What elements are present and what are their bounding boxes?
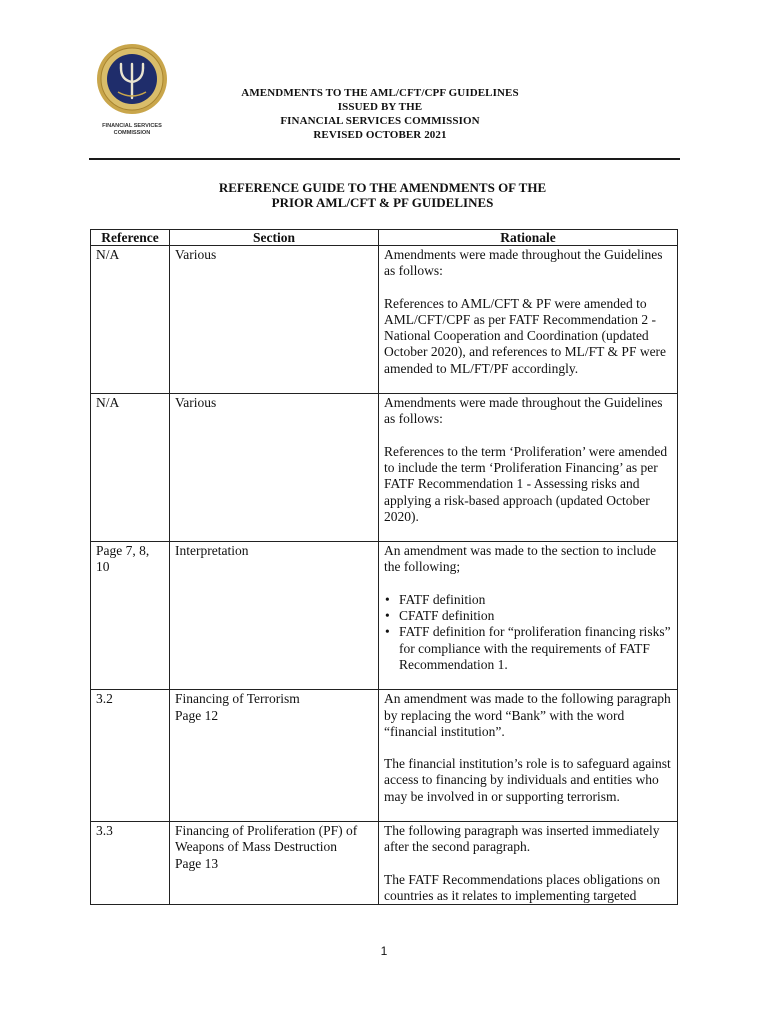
reference-cell: 3.2 [91,690,170,822]
reference-cell: N/A [91,394,170,542]
page-number: 1 [380,944,388,958]
header-title: AMENDMENTS TO THE AML/CFT/CPF GUIDELINES [241,87,519,99]
rationale-paragraph: An amendment was made to the following paragraph by replacing the word “Bank” with the word “financial institution”. [384,691,671,739]
section-page: Page 12 [175,707,219,723]
table-header-row [91,230,678,246]
section-text: Interpretation [175,543,249,559]
section-cell [170,542,379,690]
reference-cell: 3.3 [91,822,170,905]
header-revision-date: REVISED OCTOBER 2021 [313,129,447,141]
table-row [91,246,678,394]
reference-cell: N/A [91,246,170,394]
subtitle-line-1: REFERENCE GUIDE TO THE AMENDMENTS OF THE [218,180,547,195]
header-divider [89,158,680,160]
rationale-paragraph: The following paragraph was inserted immediately after the second paragraph. [384,823,660,855]
rationale-cell [379,690,678,822]
column-header-section: Section [170,230,379,246]
rationale-cell [379,542,678,690]
reference-cell: Page 7, 8, 10 [91,542,170,690]
section-text: Various [175,247,217,262]
table-row [91,394,678,542]
rationale-cell [379,822,678,905]
section-cell [170,246,379,394]
logo-caption-line1: FINANCIAL SERVICES [102,123,162,129]
column-header-rationale: Rationale [379,230,678,246]
rationale-paragraph: Amendments were made throughout the Guidelines as follows: [384,247,663,279]
document-subtitle [90,180,675,210]
definitions-list [384,592,672,673]
section-text: Financing of Proliferation (PF) of Weapons of Mass Destruction [175,823,358,855]
rationale-paragraph: An amendment was made to the section to include the following; [384,543,657,575]
subtitle-line-2: PRIOR AML/CFT & PF GUIDELINES [271,195,494,210]
rationale-paragraph: The FATF Recommendations places obligations on countries as it relates to implementing targeted [384,871,661,903]
list-item: • FATF definition for “proliferation financing risks” for compliance with the requirements of FATF Recommendation 1. [384,624,672,673]
section-cell [170,822,379,905]
column-header-reference: Reference [91,230,170,246]
section-cell [170,394,379,542]
list-item: • CFATF definition [384,608,672,624]
table-row [91,822,678,905]
rationale-paragraph: References to AML/CFT & PF were amended to AML/CFT/CPF as per FATF Recommendation 2 - National Cooperation and Coordination (updated October 2020), and references to ML/FT & PF were amended to ML/FT/PF accordingly. [384,295,667,376]
logo-caption-line2: COMMISSION [113,130,151,136]
rationale-cell [379,394,678,542]
document-header [90,86,670,142]
header-issued-by: ISSUED BY THE [337,101,423,113]
table-row [91,690,678,822]
section-text: Various [175,395,217,411]
list-item: • FATF definition [384,592,672,608]
rationale-paragraph: Amendments were made throughout the Guidelines as follows: [384,395,663,427]
section-page: Page 13 [175,855,219,871]
amendments-table [90,229,678,905]
section-text: Financing of Terrorism [175,691,300,707]
rationale-cell [379,246,678,394]
table-row [91,542,678,690]
rationale-paragraph: The financial institution’s role is to safeguard against access to financing by individuals and entities who may be involved in or supporting terrorism. [384,756,671,804]
header-issuer: FINANCIAL SERVICES COMMISSION [280,115,480,127]
rationale-paragraph: References to the term ‘Proliferation’ were amended to include the term ‘Proliferation Financing’ as per FATF Recommendation 1 - Assessing risks and applying a risk-based approach (updated October 2020). [384,443,668,524]
section-cell [170,690,379,822]
